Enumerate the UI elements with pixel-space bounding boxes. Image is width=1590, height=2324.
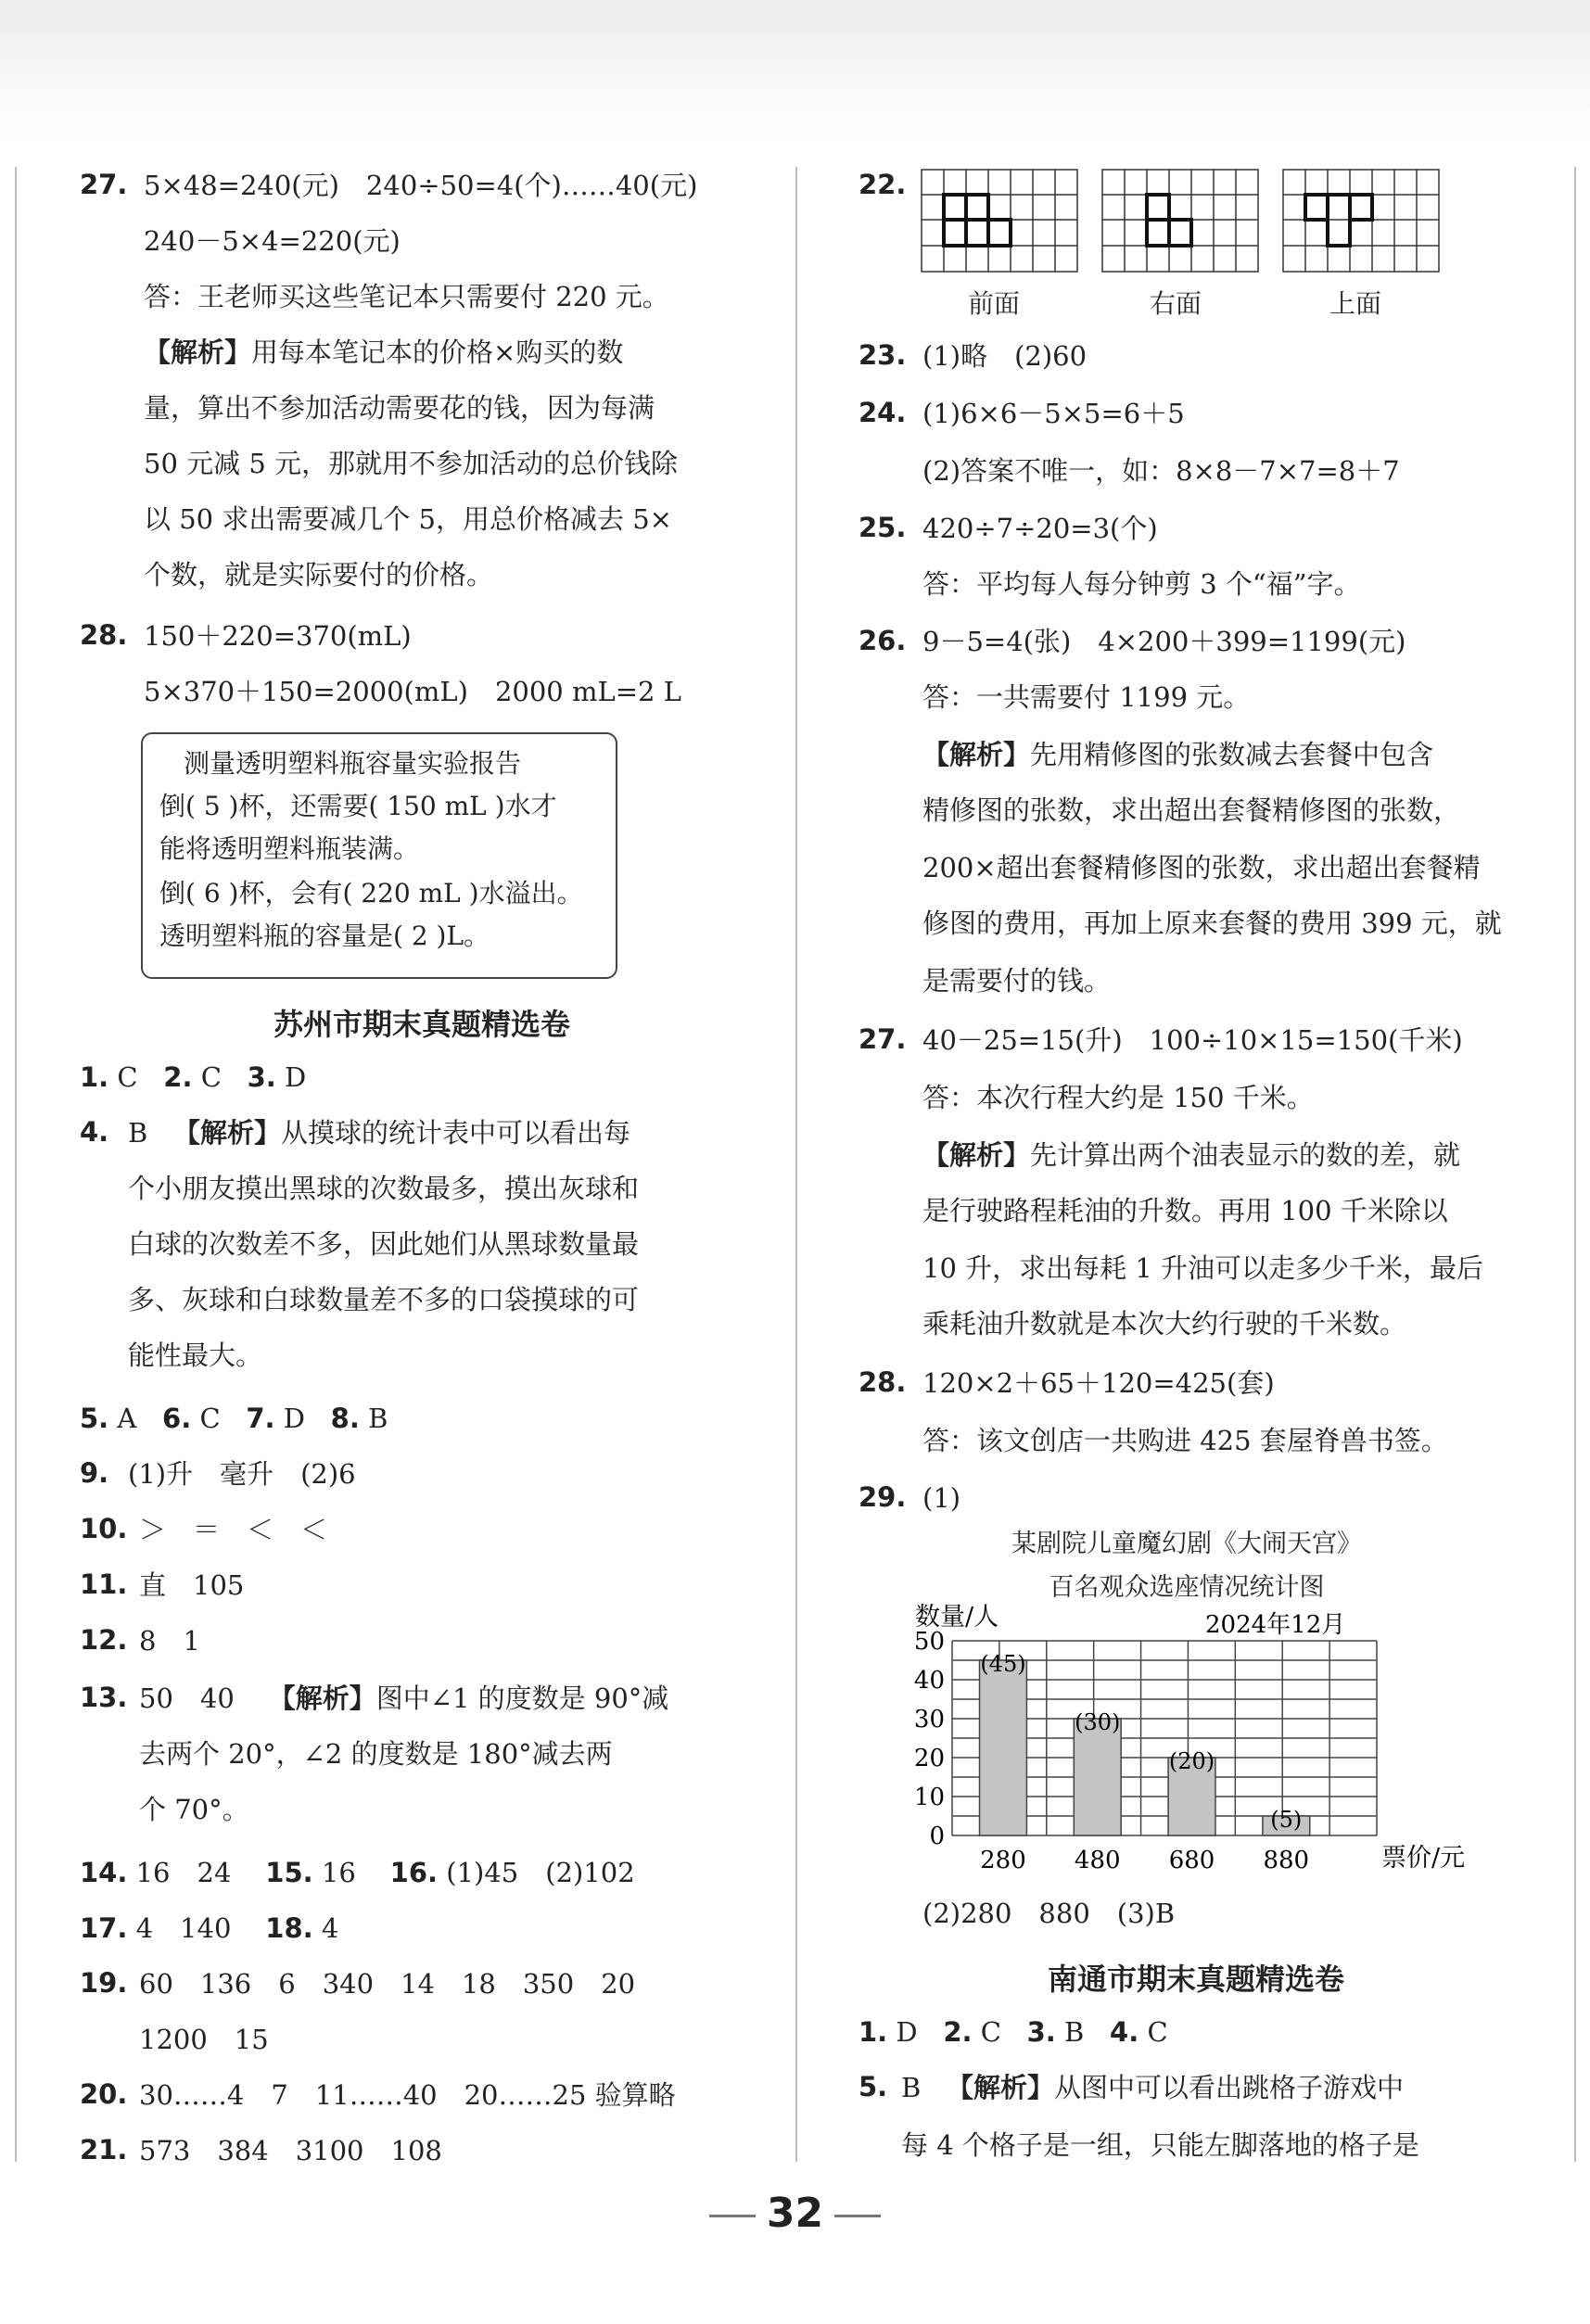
question-number: 10.: [80, 1513, 128, 1544]
analysis-line: 是需要付的钱。: [922, 965, 1112, 997]
y-tick-label: 50: [913, 1628, 945, 1656]
question-number: 28.: [859, 1366, 907, 1398]
answer-line: (1): [922, 1482, 961, 1514]
y-tick-label: 10: [913, 1784, 945, 1811]
analysis-line: B 【解析】从图中可以看出跳格子游戏中: [901, 2072, 1404, 2103]
bar-data-label: (5): [1270, 1807, 1303, 1833]
answer-line: 答：该文创店一共购进 425 套屋脊兽书签。: [922, 1425, 1448, 1456]
top-view-grid: [1282, 169, 1442, 274]
analysis-tag: 【解析】: [946, 2072, 1054, 2103]
answer-line: (2)280 880 (3)B: [922, 1898, 1176, 1929]
report-line: 倒( 6 )杯，会有( 220 mL )水溢出。: [159, 878, 583, 908]
answer-line: 150＋220=370(mL): [144, 620, 412, 652]
report-title: 测量透明塑料瓶容量实验报告: [184, 748, 522, 779]
bar-data-label: (45): [980, 1651, 1026, 1677]
question-number: 9.: [80, 1457, 109, 1489]
y-tick-label: 30: [913, 1706, 945, 1733]
answer-row: 14. 16 24 15. 16 16. (1)45 (2)102: [80, 1857, 635, 1888]
answer-line: 40－25=15(升) 100÷10×15=150(千米): [922, 1024, 1463, 1056]
analysis-line: 多、灰球和白球数量差不多的口袋摸球的可: [128, 1284, 640, 1315]
bar: [1074, 1719, 1121, 1835]
analysis-line: 去两个 20°，∠2 的度数是 180°减去两: [139, 1738, 613, 1770]
question-number: 4.: [80, 1116, 109, 1148]
analysis-line: 50 元减 5 元，那就用不参加活动的总价钱除: [144, 448, 679, 479]
view-label: 右面: [1150, 288, 1202, 319]
question-number: 28.: [80, 619, 128, 651]
view-label: 上面: [1329, 288, 1382, 319]
analysis-line: 【解析】先计算出两个油表显示的数的差，就: [922, 1139, 1461, 1171]
question-number: 20.: [80, 2078, 128, 2110]
question-number: 27.: [859, 1023, 907, 1055]
footer-dash-left: [709, 2215, 756, 2217]
answer-line: 答：一共需要付 1199 元。: [922, 681, 1251, 713]
analysis-line: 50 40 【解析】图中∠1 的度数是 90°减: [139, 1683, 669, 1714]
answer-line: 30……4 7 11……40 20……25 验算略: [139, 2079, 676, 2111]
answer-line: 240－5×4=220(元): [144, 225, 401, 257]
answer-line: 573 384 3100 108: [139, 2135, 442, 2166]
analysis-line: 量，算出不参加活动需要花的钱，因为每满: [144, 392, 655, 424]
analysis-line: 【解析】先用精修图的张数减去套餐中包含: [922, 739, 1434, 770]
answer-line: (1)略 (2)60: [922, 340, 1088, 372]
section-heading: 苏州市期末真题精选卷: [273, 1007, 570, 1042]
analysis-line: B 【解析】从摸球的统计表中可以看出每: [128, 1117, 630, 1149]
page-number-text: 32: [766, 2190, 824, 2237]
analysis-line: 个小朋友摸出黑球的次数最多，摸出灰球和: [128, 1173, 640, 1204]
answer-line: 答：本次行程大约是 150 千米。: [922, 1082, 1314, 1113]
y-tick-label: 40: [913, 1667, 945, 1695]
report-line: 能将透明塑料瓶装满。: [159, 833, 420, 864]
answer-line: 直 105: [139, 1569, 245, 1601]
question-number: 29.: [859, 1481, 907, 1513]
analysis-line: 个 70°。: [139, 1794, 249, 1825]
answer-line: 5×370＋150=2000(mL) 2000 mL=2 L: [144, 676, 681, 707]
column-divider: [795, 167, 797, 2162]
chart-title: 某剧院儿童魔幻剧《大闹天宫》: [1011, 1530, 1362, 1558]
answer-row: 1. C 2. C 3. D: [80, 1061, 307, 1093]
answer-line: 答：平均每人每分钟剪 3 个“福”字。: [922, 568, 1361, 600]
answer-line: 8 1: [139, 1625, 200, 1657]
right-view-grid: [1101, 169, 1261, 274]
analysis-line: 白球的次数差不多，因此她们从黑球数量最: [128, 1228, 640, 1260]
question-number: 24.: [859, 397, 907, 428]
answer-line: (1)升 毫升 (2)6: [128, 1458, 356, 1490]
question-number: 27.: [80, 169, 128, 200]
analysis-tag: 【解析】: [144, 337, 252, 368]
chart-bars: [980, 1660, 1310, 1835]
answer-row: 1. D 2. C 3. B 4. C: [859, 2016, 1168, 2048]
x-axis-label: 票价/元: [1381, 1844, 1466, 1873]
analysis-line: 修图的费用，再加上原来套餐的费用 399 元，就: [922, 908, 1502, 939]
answer-line: 420÷7÷20=3(个): [922, 513, 1158, 544]
report-line: 倒( 5 )杯，还需要( 150 mL )水才: [159, 791, 557, 821]
question-number: 26.: [859, 625, 907, 656]
bar-data-label: (20): [1168, 1748, 1215, 1774]
answer-line: 9－5=4(张) 4×200＋399=1199(元): [922, 626, 1406, 657]
question-number: 13.: [80, 1682, 128, 1713]
left-margin-rule: [15, 167, 17, 2162]
x-tick-label: 480: [1074, 1847, 1121, 1874]
analysis-tag: 【解析】: [268, 1683, 376, 1714]
answer-line: (2)答案不唯一，如：8×8－7×7=8＋7: [922, 455, 1400, 487]
answer-line: (1)6×6－5×5=6＋5: [922, 398, 1185, 429]
y-axis-label: 数量/人: [915, 1603, 999, 1632]
analysis-tag: 【解析】: [922, 739, 1031, 770]
chart-xticks: [980, 1847, 1309, 1874]
analysis-line: 200×超出套餐精修图的张数，求出超出套餐精: [922, 852, 1481, 883]
page-number: [0, 2190, 1590, 2237]
x-tick-label: 280: [980, 1847, 1026, 1874]
analysis-line: 能性最大。: [128, 1340, 263, 1371]
view-label: 前面: [968, 288, 1021, 319]
analysis-tag: 【解析】: [172, 1117, 281, 1149]
y-tick-label: 0: [929, 1822, 945, 1850]
report-line: 透明塑料瓶的容量是( 2 )L。: [159, 921, 490, 951]
question-number: 5.: [859, 2071, 888, 2102]
analysis-tag: 【解析】: [922, 1139, 1031, 1171]
analysis-line: 【解析】用每本笔记本的价格×购买的数: [144, 337, 624, 368]
section-heading: 南通市期末真题精选卷: [1047, 1962, 1344, 1997]
experiment-report-box: [141, 732, 617, 979]
question-number: 19.: [80, 1967, 128, 1999]
analysis-line: 以 50 求出需要减几个 5，用总价格减去 5×: [144, 503, 672, 535]
x-tick-label: 680: [1168, 1847, 1215, 1874]
question-number: 21.: [80, 2134, 128, 2165]
question-number: 11.: [80, 1568, 128, 1600]
answer-line: 答：王老师买这些笔记本只需要付 220 元。: [144, 281, 669, 312]
question-number: 12.: [80, 1624, 128, 1656]
question-number: 25.: [859, 512, 907, 543]
answer-row: 5. A 6. C 7. D 8. B: [80, 1403, 388, 1434]
x-tick-label: 880: [1263, 1847, 1310, 1874]
question-number: 23.: [859, 339, 907, 371]
analysis-line: 精修图的张数，求出超出套餐精修图的张数，: [922, 794, 1461, 826]
answer-line: 120×2＋65＋120=425(套): [922, 1367, 1275, 1399]
answer-line: 5×48=240(元) 240÷50=4(个)……40(元): [144, 170, 698, 201]
chart-yticks: [914, 1628, 945, 1850]
right-margin-rule: [1574, 167, 1576, 2162]
bar-chart: [904, 1599, 1516, 1877]
answer-line: 1200 15: [139, 2024, 269, 2055]
chart-date: 2024年12月: [1205, 1611, 1346, 1639]
footer-dash-right: [834, 2215, 881, 2217]
bar: [980, 1660, 1027, 1835]
chart-subtitle: 百名观众选座情况统计图: [1049, 1573, 1325, 1602]
answer-line: ＞ ＝ ＜ ＜: [139, 1514, 328, 1545]
question-number: 22.: [859, 169, 907, 200]
analysis-line: 乘耗油升数就是本次大约行驶的千米数。: [922, 1308, 1407, 1340]
analysis-line: 个数，就是实际要付的价格。: [144, 559, 494, 591]
top-shadow: [0, 0, 1590, 139]
analysis-line: 每 4 个格子是一组，只能左脚落地的格子是: [901, 2129, 1419, 2161]
analysis-line: 10 升，求出每耗 1 升油可以走多少千米，最后: [922, 1252, 1484, 1284]
answer-row: 17. 4 140 18. 4: [80, 1912, 339, 1944]
front-view-grid: [921, 169, 1080, 274]
answer-line: 60 136 6 340 14 18 350 20: [139, 1968, 636, 2000]
bar-data-label: (30): [1075, 1709, 1121, 1735]
y-tick-label: 20: [913, 1745, 945, 1772]
analysis-line: 是行驶路程耗油的升数。再用 100 千米除以: [922, 1195, 1448, 1226]
